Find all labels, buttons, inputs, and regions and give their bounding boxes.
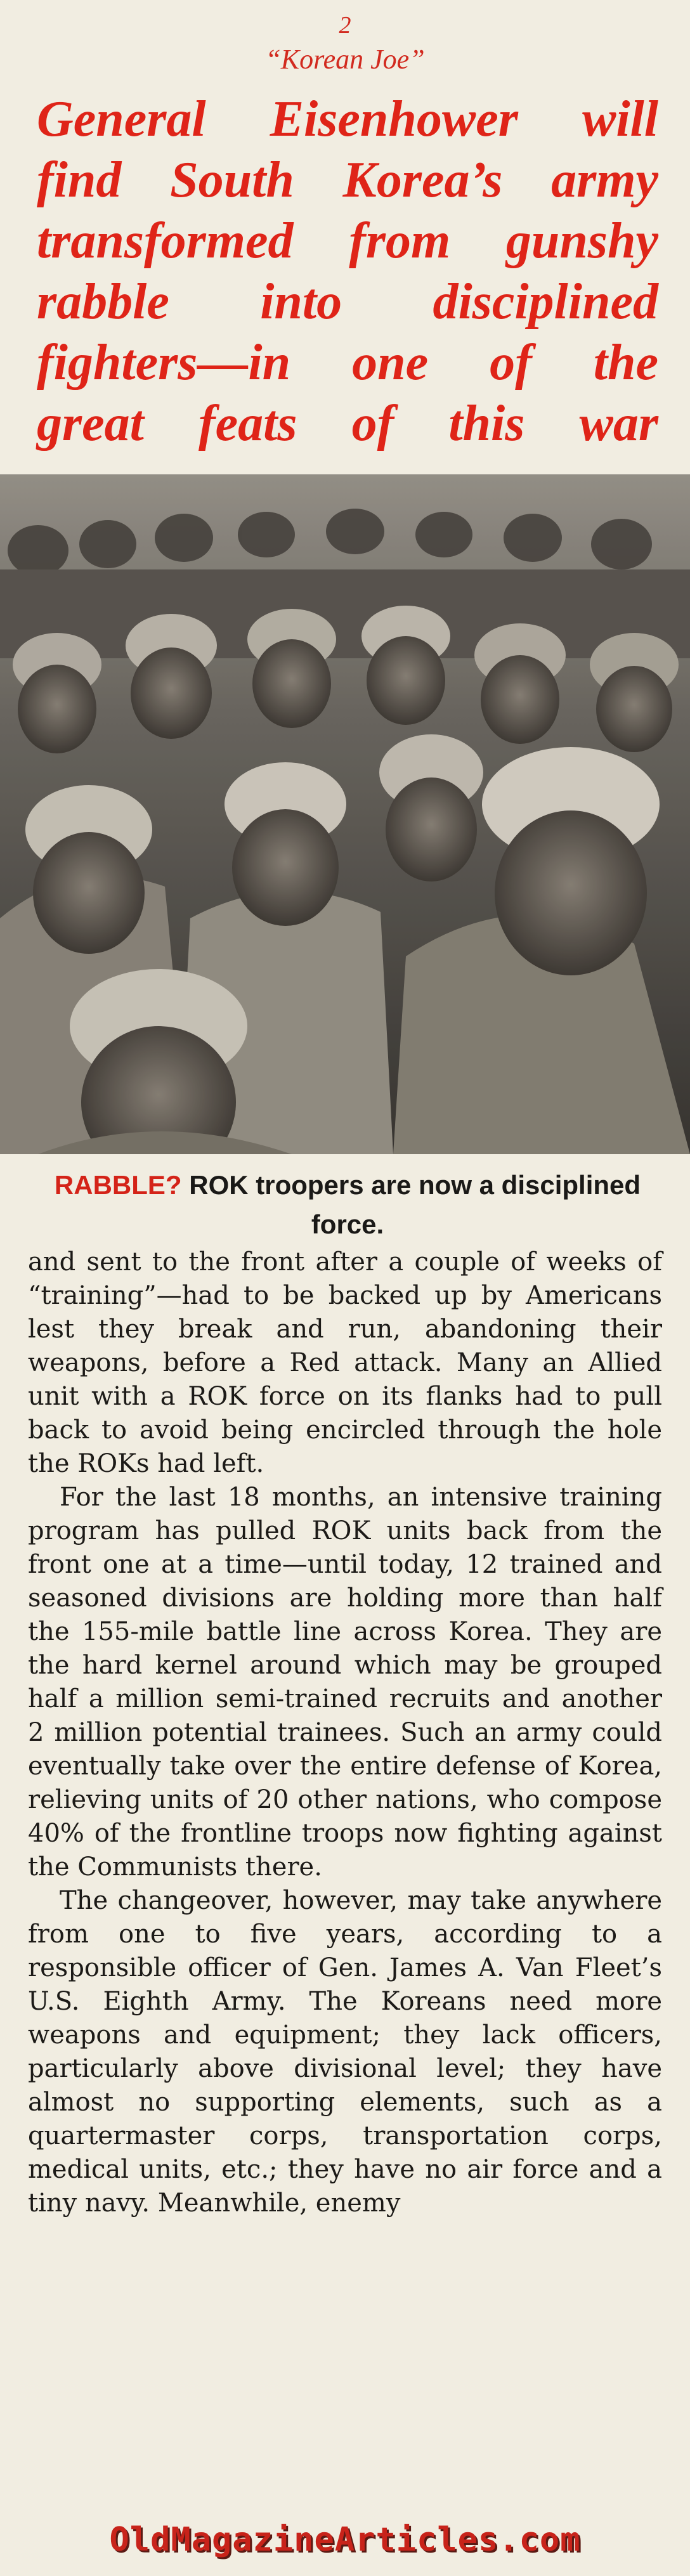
headline bbox=[37, 89, 658, 454]
site-watermark: OldMagazineArticles.com bbox=[109, 2521, 581, 2559]
caption-text: ROK troopers are now a disciplined force. bbox=[181, 1170, 641, 1239]
headline-line: General Eisenhower will bbox=[37, 91, 658, 147]
body-paragraph: For the last 18 months, an intensive training program has pulled ROK units back from the front one at a time—until today, 12 trained and seasoned divisions are holding more than half the 155-mile battle line across Korea. They are the hard kernel around which may be grouped half a million semi-trained recruits and another 2 million potential trainees. Such an army could eventually take over the entire defense of Korea, relieving units of 20 other nations, who compose 40% of the frontline troops now fighting against the Communists there. bbox=[28, 1483, 662, 1882]
body-paragraph: and sent to the front after a couple of weeks of “training”—had to be backed up by Americans lest they break and run, abandoning their weapons, before a Red attack. Many an Allied unit with a ROK force on its flanks had to pull back to avoid being encircled through the hole the ROKs had left. bbox=[28, 1247, 662, 1478]
page-number: 2 bbox=[339, 12, 351, 39]
headline-line: find South Korea’s army bbox=[37, 152, 658, 208]
article-title: “Korean Joe” bbox=[265, 44, 425, 75]
article-body bbox=[28, 1246, 662, 2220]
headline-line: transformed from gunshy bbox=[37, 213, 658, 269]
headline-line: great feats of this war bbox=[37, 396, 658, 452]
photo-caption bbox=[37, 1166, 658, 1244]
headline-line: rabble into disciplined bbox=[37, 274, 658, 330]
headline-line: fighters—in one of the bbox=[37, 335, 658, 391]
caption-kicker: RABBLE? bbox=[54, 1170, 182, 1200]
rok-troopers-photo bbox=[0, 474, 690, 1154]
photo-illustration bbox=[0, 474, 690, 1154]
body-paragraph: The changeover, however, may take anywhere from one to five years, according to a responsible officer of Gen. James A. Van Fleet’s U.S. Eighth Army. The Koreans need more weapons and equipment; they lack officers, particularly above divisional level; they have almost no supporting elements, such as a quartermaster corps, transportation corps, medical units, etc.; they have no air force and a tiny navy. Meanwhile, enemy bbox=[28, 1886, 662, 2218]
